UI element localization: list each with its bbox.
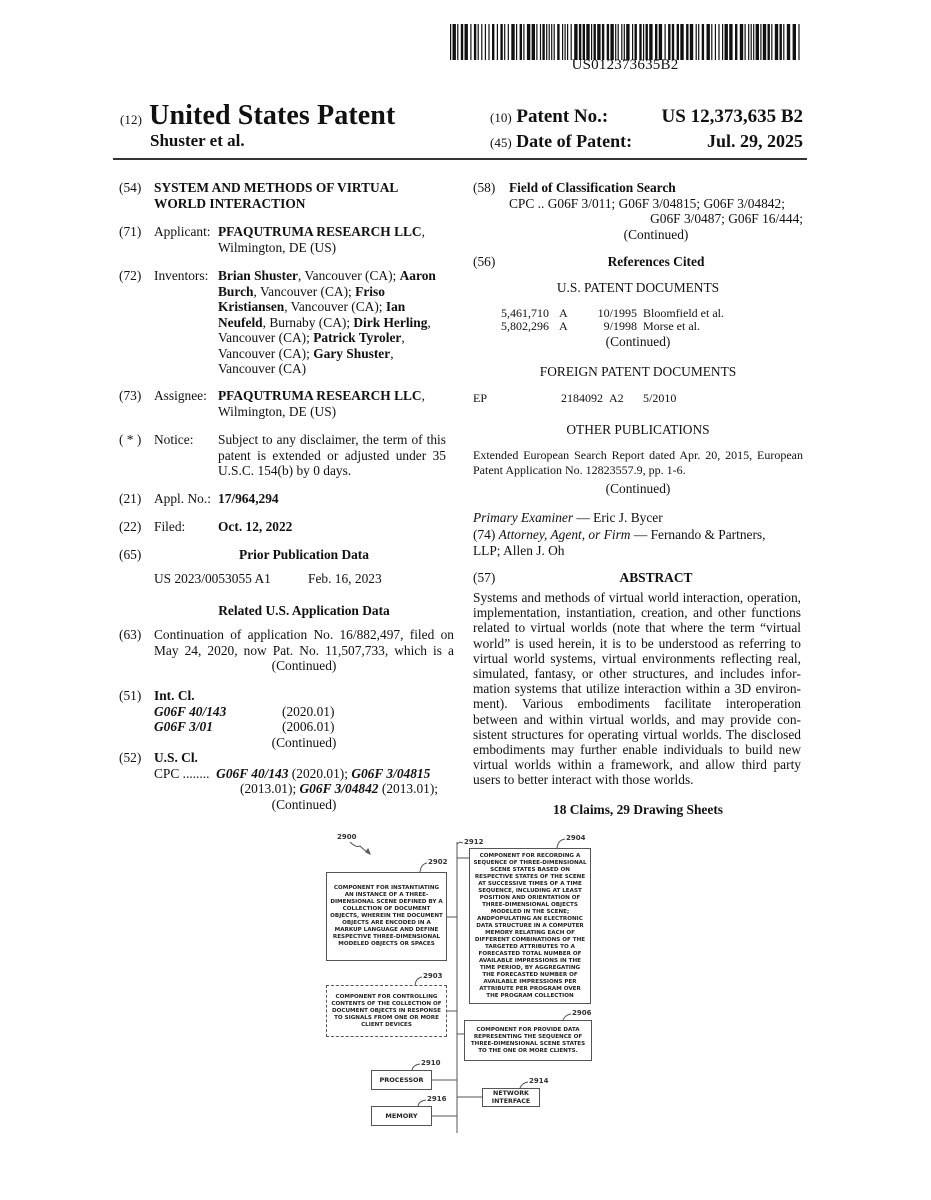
continued-note: (Continued): [473, 481, 803, 497]
barcode-bar: [756, 24, 759, 60]
cpc-version: (2020.01);: [288, 766, 351, 781]
inid-code-58: (58): [473, 180, 495, 196]
patent-number: US 12,373,635 B2: [662, 106, 803, 128]
ref-2903: 2903: [423, 972, 442, 980]
barcode-bar: [485, 24, 486, 60]
ref-2906: 2906: [572, 1009, 591, 1017]
invention-title-line: SYSTEM AND METHODS OF VIRTUAL: [154, 180, 454, 196]
barcode-bar: [618, 24, 619, 60]
barcode-bar: [725, 24, 728, 60]
int-cl: [154, 688, 454, 750]
header-divider: [113, 158, 807, 160]
barcode-bar: [583, 24, 585, 60]
cpc-prefix: CPC ........: [154, 766, 209, 781]
patent-type-title: United States Patent: [149, 100, 395, 131]
assignee-name: PFAQUTRUMA RESEARCH LLC: [218, 388, 422, 403]
barcode-bar: [523, 24, 524, 60]
inventors-label: Inventors:: [154, 268, 208, 284]
foreign-patent-doc-row: [473, 391, 803, 406]
int-cl-version: (2020.01): [282, 704, 334, 719]
invention-title: [154, 180, 454, 211]
inventor-location: ,: [401, 330, 404, 345]
claims-count: 18 Claims, 29 Drawing Sheets: [473, 802, 803, 818]
continuation-line: Continuation of application No. 16/882,497, filed on: [154, 627, 454, 643]
barcode-bar: [554, 24, 555, 60]
barcode-bar: [597, 24, 600, 60]
inventor-name: Patrick Tyroler: [313, 330, 401, 345]
barcode-bar: [571, 24, 572, 60]
notice-line: Subject to any disclaimer, the term of this: [218, 432, 446, 448]
attorney-label: Attorney, Agent, or Firm: [499, 527, 631, 542]
ref-2916: 2916: [427, 1095, 446, 1103]
inventor-line: [218, 330, 453, 346]
barcode-bar: [677, 24, 679, 60]
inventors-list: [218, 268, 453, 377]
doc-number: 2184092: [561, 391, 603, 407]
barcode-bar: [500, 24, 502, 60]
box-2902: COMPONENT FOR INSTANTIATING AN INSTANCE OF A THREE-DIMENSIONAL SCENE DEFINED BY A COLLECTION OF DOCUMENT OBJECTS, WHEREIN THE DOCUMENT OBJECTS ARE ENCODED IN A MARKUP LANGUAGE AND DEFINE RESPECTIVE THREE-DIMENSIONAL MODELED OBJECTS OR SPACES: [326, 872, 447, 961]
inventor-location: Vancouver (CA);: [218, 346, 313, 361]
classification-search-label: Field of Classification Search: [509, 180, 803, 196]
us-cl: [154, 750, 454, 812]
barcode-bar: [686, 24, 688, 60]
barcode-bar: [715, 24, 716, 60]
us-cl-row: [154, 766, 454, 782]
barcode-bar: [751, 24, 752, 60]
continuation-data: [154, 627, 454, 674]
classification-search: [509, 180, 803, 242]
barcode-bar: [497, 24, 498, 60]
inid-code-63: (63): [119, 627, 141, 643]
inventor-location: , Burnaby (CA);: [263, 315, 354, 330]
inid-code-73: (73): [119, 388, 141, 404]
barcode-bar: [591, 24, 592, 60]
inventor-location: ,: [427, 315, 430, 330]
barcode-bar: [760, 24, 761, 60]
inventor-name: Brian Shuster: [218, 268, 298, 283]
inventor-name: Gary Shuster: [313, 346, 390, 361]
filed-label: Filed:: [154, 519, 185, 535]
inventor-line: [218, 315, 453, 331]
inventor-location: , Vancouver (CA);: [284, 299, 386, 314]
notice-code: ( * ): [119, 432, 141, 448]
continued-note: (Continued): [154, 797, 454, 813]
cpc-version: (2013.01);: [240, 781, 300, 796]
int-cl-label: Int. Cl.: [154, 688, 454, 704]
barcode-bar: [527, 24, 530, 60]
int-cl-row: [154, 704, 454, 720]
barcode-bar: [768, 24, 770, 60]
punctuation: —: [630, 527, 650, 542]
barcode-bar: [567, 24, 568, 60]
barcode-bar: [546, 24, 547, 60]
primary-examiner: [473, 510, 803, 526]
barcode-bar: [478, 24, 479, 60]
filed-date: Oct. 12, 2022: [218, 519, 292, 535]
inventor-name: Kristiansen: [218, 299, 284, 314]
appl-no-label: Appl. No.:: [154, 491, 211, 507]
applicant: [218, 224, 453, 255]
ref-2914: 2914: [529, 1077, 548, 1085]
barcode-bar: [586, 24, 589, 60]
box-2910-processor: PROCESSOR: [371, 1070, 432, 1090]
ref-2900: 2900: [337, 833, 356, 841]
barcode-bar: [718, 24, 719, 60]
doc-country: EP: [473, 391, 487, 407]
notice-text: [218, 432, 446, 479]
doc-name: Morse et al.: [637, 320, 783, 333]
barcode-bar: [615, 24, 616, 60]
inventor-line: [218, 268, 453, 284]
int-cl-class: G06F 40/143: [154, 704, 282, 720]
invention-title-line: WORLD INTERACTION: [154, 196, 454, 212]
attorney: [473, 527, 803, 558]
us-patent-documents-heading: U.S. PATENT DOCUMENTS: [473, 280, 803, 296]
doc-date: 10/1995: [593, 307, 637, 320]
notice-label: Notice:: [154, 432, 193, 448]
abstract-heading: ABSTRACT: [509, 570, 803, 586]
barcode-bar: [722, 24, 723, 60]
right-column: [473, 180, 803, 810]
barcode-bar: [453, 24, 456, 60]
punctuation: —: [573, 510, 593, 525]
barcode-bar: [621, 24, 622, 60]
cpc-class: G06F 3/04842: [300, 781, 379, 796]
patent-date-label: Date of Patent:: [516, 131, 632, 151]
barcode-bar: [470, 24, 471, 60]
barcode-bar: [457, 24, 458, 60]
other-publications-heading: OTHER PUBLICATIONS: [473, 422, 803, 438]
us-cl-row: [154, 781, 454, 797]
barcode-bar: [450, 24, 451, 60]
barcode-bar: [707, 24, 710, 60]
inid-code-21: (21): [119, 491, 141, 507]
barcode-bar: [655, 24, 657, 60]
inid-code-22: (22): [119, 519, 141, 535]
box-2906: COMPONENT FOR PROVIDE DATA REPRESENTING THE SEQUENCE OF THREE-DIMENSIONAL SCENE STATES TO THE ONE OR MORE CLIENTS.: [464, 1020, 592, 1061]
inventor-name: Friso: [355, 284, 385, 299]
assignee-label: Assignee:: [154, 388, 207, 404]
barcode-bar: [680, 24, 683, 60]
barcode-bar: [643, 24, 644, 60]
inid-code-65: (65): [119, 547, 141, 563]
doc-number: 5,802,296: [501, 320, 559, 333]
applicant-location: Wilmington, DE (US): [218, 240, 453, 256]
barcode-bar: [488, 24, 489, 60]
inventor-location: Vancouver (CA): [218, 361, 306, 376]
doc-date: 9/1998: [593, 320, 637, 333]
related-application-heading: Related U.S. Application Data: [154, 603, 454, 619]
prior-publication-number: US 2023/0053055 A1: [154, 571, 271, 587]
patent-type-heading: [120, 100, 395, 132]
barcode-bar: [474, 24, 476, 60]
barcode-bar: [565, 24, 566, 60]
barcode-bar: [711, 24, 712, 60]
primary-examiner-name: Eric J. Bycer: [593, 510, 663, 525]
box-2904: COMPONENT FOR RECORDING A SEQUENCE OF THREE-DIMENSIONAL SCENE STATES BASED ON RESPECTIVE STATES OF THE SCENE AT SUCCESSIVE TIMES OF A TIME SEQUENCE, INCLUDING AT LEAST POSITION AND ORIENTATION OF THREE-DIMENSIONAL OBJECTS MODELED IN THE SCENE; ANDPOPULATING AN ELECTRONIC DATA STRUCTURE IN A COMPUTER MEMORY RELATING EACH OF DIFFERENT COMBINATIONS OF THE TARGETED ATTRIBUTES TO A FORECASTED TOTAL NUMBER OF AVAILABLE IMPRESSIONS IN THE TIME PERIOD, BY AGGREGATING THE FORECASTED NUMBER OF AVAILABLE IMPRESSIONS PER ATTRIBUTE PER PROGRAM OVER THE PROGRAM COLLECTION: [469, 848, 591, 1004]
patent-number-line: [490, 106, 803, 128]
barcode-bar: [787, 24, 790, 60]
barcode-bar: [698, 24, 699, 60]
barcode-bar: [639, 24, 641, 60]
applicant-name: PFAQUTRUMA RESEARCH LLC: [218, 224, 422, 239]
doc-kind: A: [559, 307, 593, 320]
inventor-line: [218, 284, 453, 300]
attorney-name: Fernando & Partners,: [651, 527, 766, 542]
barcode-number: US012373635B2: [449, 57, 801, 74]
assignee-location: Wilmington, DE (US): [218, 404, 453, 420]
us-patent-documents: [501, 307, 801, 333]
inventor-name: Neufeld: [218, 315, 263, 330]
cpc-version: (2013.01);: [379, 781, 439, 796]
notice-line: patent is extended or adjusted under 35: [218, 448, 446, 464]
barcode-bar: [504, 24, 505, 60]
barcode-bar: [793, 24, 796, 60]
leader-line: [420, 863, 427, 872]
int-cl-row: [154, 719, 454, 735]
prior-publication-date: Feb. 16, 2023: [308, 571, 382, 587]
barcode-bar: [574, 24, 577, 60]
inventor-name: Dirk Herling: [353, 315, 427, 330]
barcode-bar: [668, 24, 670, 60]
barcode-bar: [696, 24, 697, 60]
appl-no: 17/964,294: [218, 491, 279, 507]
barcode: [449, 24, 801, 60]
ref-2910: 2910: [421, 1059, 440, 1067]
authors: Shuster et al.: [150, 131, 245, 151]
other-publication-line: Extended European Search Report dated Apr. 20, 2015, European: [473, 448, 803, 463]
cpc-class: G06F 3/04815: [351, 766, 430, 781]
continued-note: (Continued): [509, 227, 803, 243]
barcode-bar: [624, 24, 625, 60]
arrow-2900-icon: [350, 842, 370, 854]
barcode-bar: [775, 24, 778, 60]
inventor-line: [218, 346, 453, 362]
arrowhead-icon: [366, 849, 370, 854]
barcode-bar: [780, 24, 782, 60]
ref-2912: 2912: [464, 838, 483, 846]
doc-date: 5/2010: [643, 391, 676, 407]
punctuation: ,: [422, 224, 425, 239]
continuation-line: May 24, 2020, now Pat. No. 11,507,733, which is a: [154, 643, 454, 659]
applicant-label: Applicant:: [154, 224, 211, 240]
barcode-bar: [735, 24, 737, 60]
attorney-name: LLP; Allen J. Oh: [473, 543, 803, 559]
patent-date: Jul. 29, 2025: [707, 131, 803, 152]
inid-code-71: (71): [119, 224, 141, 240]
inid-code-10: (10): [490, 110, 512, 125]
prior-publication-heading: Prior Publication Data: [154, 547, 454, 563]
barcode-bar: [635, 24, 637, 60]
leader-line: [457, 842, 463, 844]
barcode-bar: [748, 24, 749, 60]
barcode-bar: [702, 24, 704, 60]
doc-kind: A: [559, 320, 593, 333]
int-cl-version: (2006.01): [282, 719, 334, 734]
barcode-bar: [542, 24, 544, 60]
us-patent-doc-row: [501, 320, 801, 333]
barcode-bar: [602, 24, 604, 60]
inid-code-52: (52): [119, 750, 141, 766]
classification-line: G06F 3/0487; G06F 16/444;: [509, 211, 803, 227]
barcode-bar: [520, 24, 522, 60]
cpc-class: G06F 40/143: [216, 766, 288, 781]
other-publication-line: Patent Application No. 12823557.9, pp. 1-6.: [473, 463, 803, 478]
barcode-bar: [465, 24, 468, 60]
other-publication: [473, 448, 803, 478]
inventor-name: Aaron: [400, 268, 436, 283]
inid-code-74: (74): [473, 527, 495, 542]
doc-number: 5,461,710: [501, 307, 559, 320]
barcode-bar: [632, 24, 633, 60]
barcode-bar: [646, 24, 648, 60]
us-cl-label: U.S. Cl.: [154, 750, 454, 766]
inventor-location: , Vancouver (CA);: [253, 284, 355, 299]
barcode-bar: [562, 24, 563, 60]
barcode-bar: [783, 24, 784, 60]
foreign-patent-documents-heading: FOREIGN PATENT DOCUMENTS: [473, 364, 803, 380]
inventor-line: [218, 299, 453, 315]
continued-note: (Continued): [154, 658, 454, 674]
inid-code-72: (72): [119, 268, 141, 284]
inventor-location: Vancouver (CA);: [218, 330, 313, 345]
barcode-bar: [511, 24, 514, 60]
barcode-bar: [672, 24, 674, 60]
barcode-bar: [536, 24, 537, 60]
barcode-bar: [798, 24, 799, 60]
inventor-name: Ian: [386, 299, 405, 314]
barcode-bar: [740, 24, 743, 60]
barcode-bar: [549, 24, 550, 60]
punctuation: ,: [422, 388, 425, 403]
barcode-bar: [753, 24, 754, 60]
leader-line: [557, 839, 565, 848]
barcode-bar: [649, 24, 652, 60]
inid-code-51: (51): [119, 688, 141, 704]
notice-line: U.S.C. 154(b) by 0 days.: [218, 463, 446, 479]
barcode-bar: [659, 24, 662, 60]
barcode-bar: [763, 24, 766, 60]
barcode-bar: [557, 24, 559, 60]
inventor-line: [218, 361, 453, 377]
inid-code-57: (57): [473, 570, 495, 586]
barcode-bar: [492, 24, 494, 60]
left-column: [119, 180, 449, 810]
abstract-text: Systems and methods of virtual world interaction, operation, implementation, instantiation, creation, and other functions related to virtual worlds (note that where the term “virtual world” is used herein, it is to be understood as referring to virtual world systems, virtual environments reflecting real, simulated, fantasy, or other structures, and includes infor­mation systems that utilize interaction within a 3D environ­ment). Various embodiments facilitate interoperation between and within virtual worlds, and may provide con­sistent structures for operating virtual worlds. The disclosed embodiments may further enable individuals to build new virtual worlds within a framework, and allow third party users to better interact with those worlds.: [473, 590, 801, 788]
barcode-bar: [551, 24, 552, 60]
inid-code-56: (56): [473, 254, 495, 270]
barcode-bar: [690, 24, 693, 60]
int-cl-class: G06F 3/01: [154, 719, 282, 735]
classification-line: CPC .. G06F 3/011; G06F 3/04815; G06F 3/04842;: [509, 196, 803, 212]
barcode-bar: [729, 24, 732, 60]
barcode-bar: [665, 24, 666, 60]
barcode-bar: [745, 24, 746, 60]
references-cited-heading: References Cited: [509, 254, 803, 270]
barcode-bar: [610, 24, 613, 60]
barcode-bar: [579, 24, 581, 60]
primary-examiner-label: Primary Examiner: [473, 510, 573, 525]
ref-2904: 2904: [566, 834, 585, 842]
barcode-bar: [540, 24, 541, 60]
inid-code-12: (12): [120, 112, 142, 127]
barcode-bar: [481, 24, 482, 60]
barcode-bar: [516, 24, 517, 60]
box-2903: COMPONENT FOR CONTROLLING CONTENTS OF THE COLLECTION OF DOCUMENT OBJECTS IN RESPONSE TO SIGNALS FROM ONE OR MORE CLIENT DEVICES: [326, 985, 447, 1037]
barcode-bar: [532, 24, 535, 60]
doc-kind: A2: [609, 391, 624, 407]
box-2916-memory: MEMORY: [371, 1106, 432, 1126]
inventor-name: Burch: [218, 284, 253, 299]
ref-2902: 2902: [428, 858, 447, 866]
inid-code-54: (54): [119, 180, 141, 196]
barcode-bar: [771, 24, 772, 60]
inventor-location: , Vancouver (CA);: [298, 268, 400, 283]
barcode-bar: [607, 24, 609, 60]
continued-note: (Continued): [473, 334, 803, 350]
patent-number-label: Patent No.:: [516, 106, 608, 127]
barcode-bar: [508, 24, 509, 60]
inventor-location: ,: [390, 346, 393, 361]
assignee: [218, 388, 453, 419]
leader-line: [415, 977, 422, 985]
patent-date-line: [490, 131, 803, 152]
barcode-bar: [594, 24, 596, 60]
inid-code-45: (45): [490, 135, 512, 150]
continued-note: (Continued): [154, 735, 454, 751]
doc-name: Bloomfield et al.: [637, 307, 783, 320]
box-2914-network-interface: NETWORK INTERFACE: [482, 1088, 540, 1107]
barcode-bar: [461, 24, 463, 60]
foreign-patent-documents: [473, 391, 803, 406]
barcode-bar: [626, 24, 629, 60]
